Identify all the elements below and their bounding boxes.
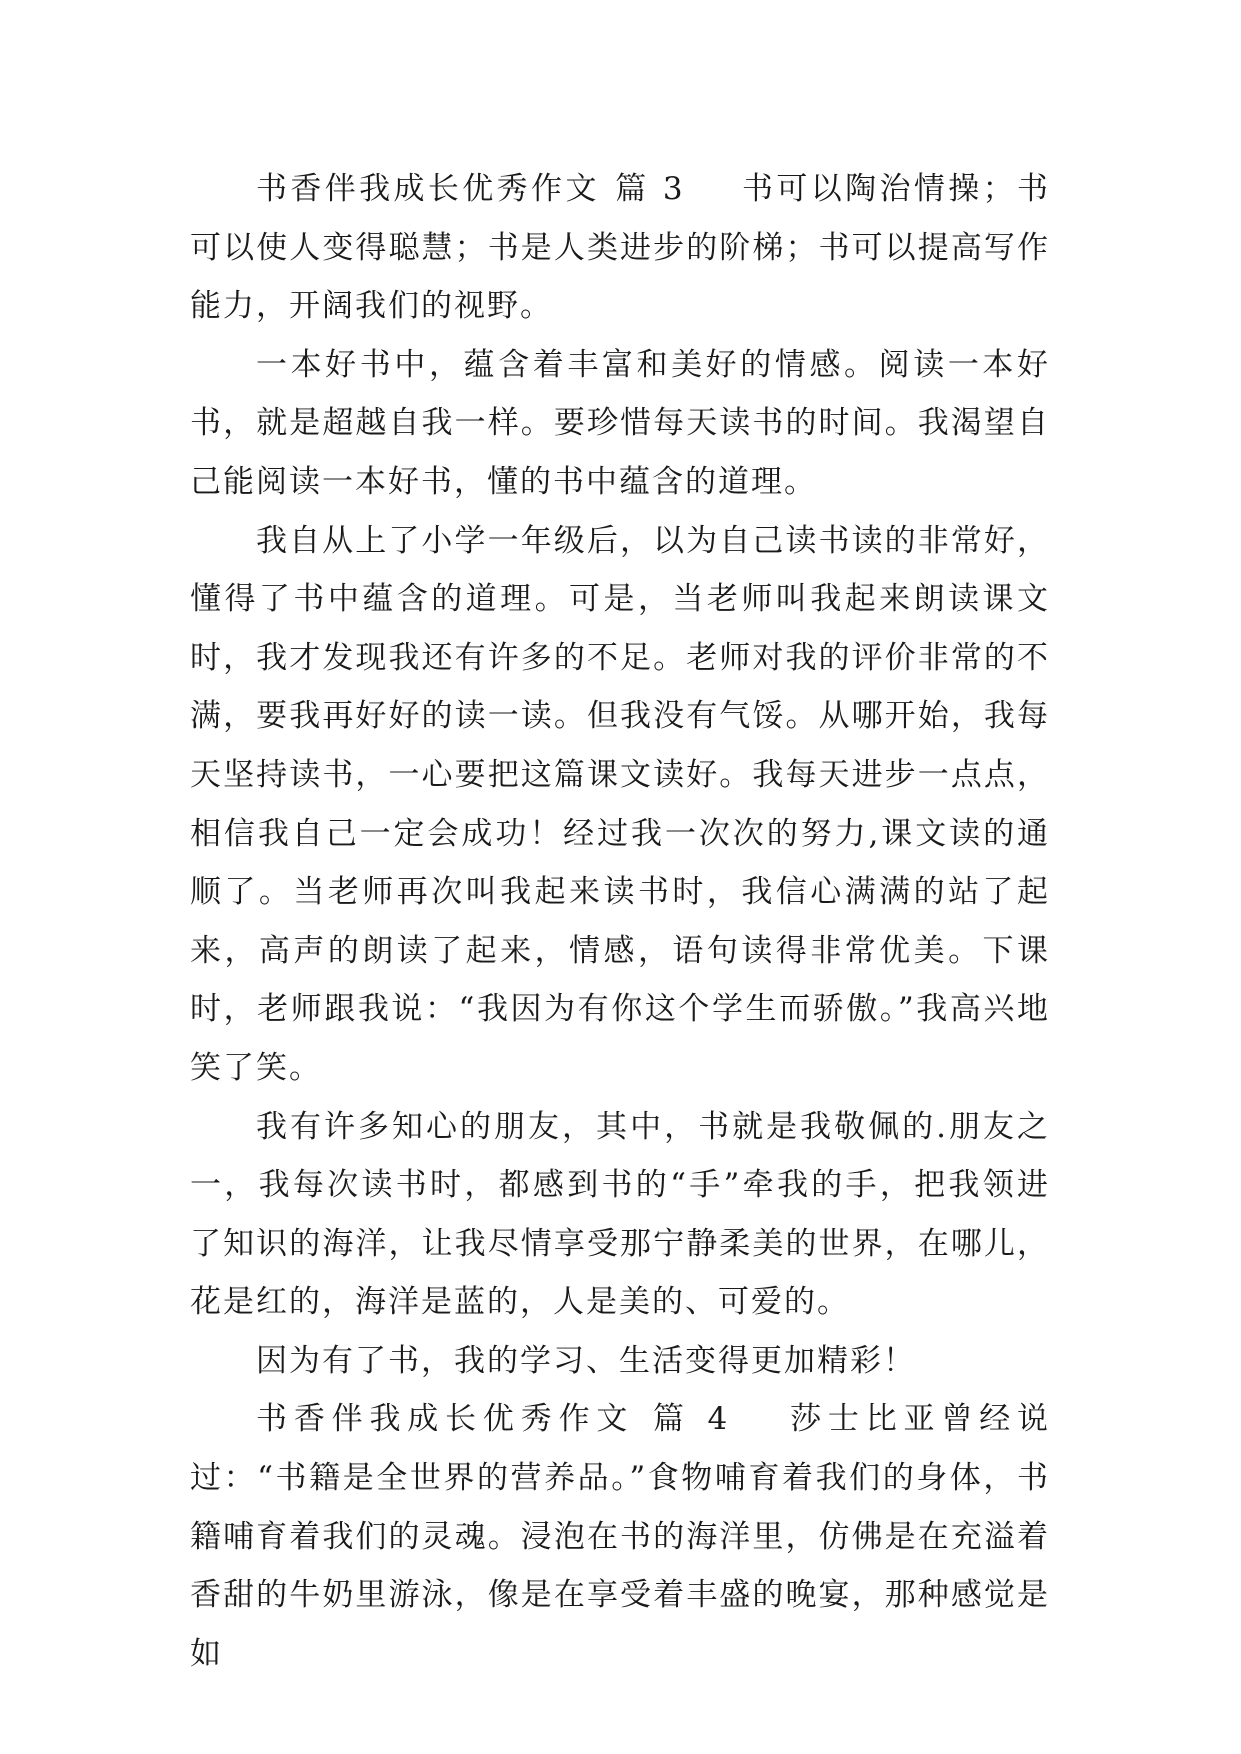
essay-number-label: 篇 3 <box>613 171 685 207</box>
paragraph-text: 我自从上了小学一年级后，以为自己读书读的非常好，懂得了书中蕴含的道理。可是，当老师叫我起来朗读课文时，我才发现我还有许多的不足。老师对我的评价非常的不满，要我再好好的读一读。但我没有气馁。从哪开始，我每天坚持读书，一心要把这篇课文读好。我每天进步一点点，相信我自己一定会成功！经过我一次次的努力,课文读的通顺了。当老师再次叫我起来读书时，我信心满满的站了起来，高声的朗读了起来，情感，语句读得非常优美。下课时，老师跟我说：“我因为有你这个学生而骄傲。”我高兴地笑了笑。 <box>190 522 1050 1086</box>
paragraph-text: 一本好书中，蕴含着丰富和美好的情感。阅读一本好书，就是超越自我一样。要珍惜每天读书的时间。我渴望自己能阅读一本好书，懂的书中蕴含的道理。 <box>190 346 1050 500</box>
paragraph-text: 书可以陶治情操；书可以使人变得聪慧；书是人类进步的阶梯；书可以提高写作能力，开阔我们的视野。 <box>190 171 1051 325</box>
paragraph-text: 我有许多知心的朋友，其中，书就是我敬佩的.朋友之一，我每次读书时，都感到书的“手”牵我的手，把我领进了知识的海洋，让我尽情享受那宁静柔美的世界，在哪儿，花是红的，海洋是蓝的，人是美的、可爱的。 <box>190 1108 1050 1321</box>
essay-title: 书香伴我成长优秀作文 <box>256 171 600 207</box>
paragraph <box>190 1332 1050 1391</box>
paragraph-essay-3-intro <box>190 160 1050 336</box>
paragraph-text: 莎士比亚曾经说过：“书籍是全世界的营养品。”食物哺育着我们的身体，书籍哺育着我们的灵魂。浸泡在书的海洋里，仿佛是在充溢着香甜的牛奶里游泳，像是在享受着丰盛的晚宴，那种感觉是如 <box>190 1401 1051 1672</box>
paragraph-text: 因为有了书，我的学习、生活变得更加精彩！ <box>256 1342 916 1379</box>
paragraph <box>190 512 1050 1098</box>
essay-title: 书香伴我成长优秀作文 <box>256 1401 635 1438</box>
paragraph <box>190 336 1050 512</box>
paragraph <box>190 1098 1050 1332</box>
document-body <box>190 160 1050 1683</box>
essay-number-label: 篇 4 <box>648 1401 730 1438</box>
paragraph-essay-4-intro <box>190 1390 1050 1683</box>
